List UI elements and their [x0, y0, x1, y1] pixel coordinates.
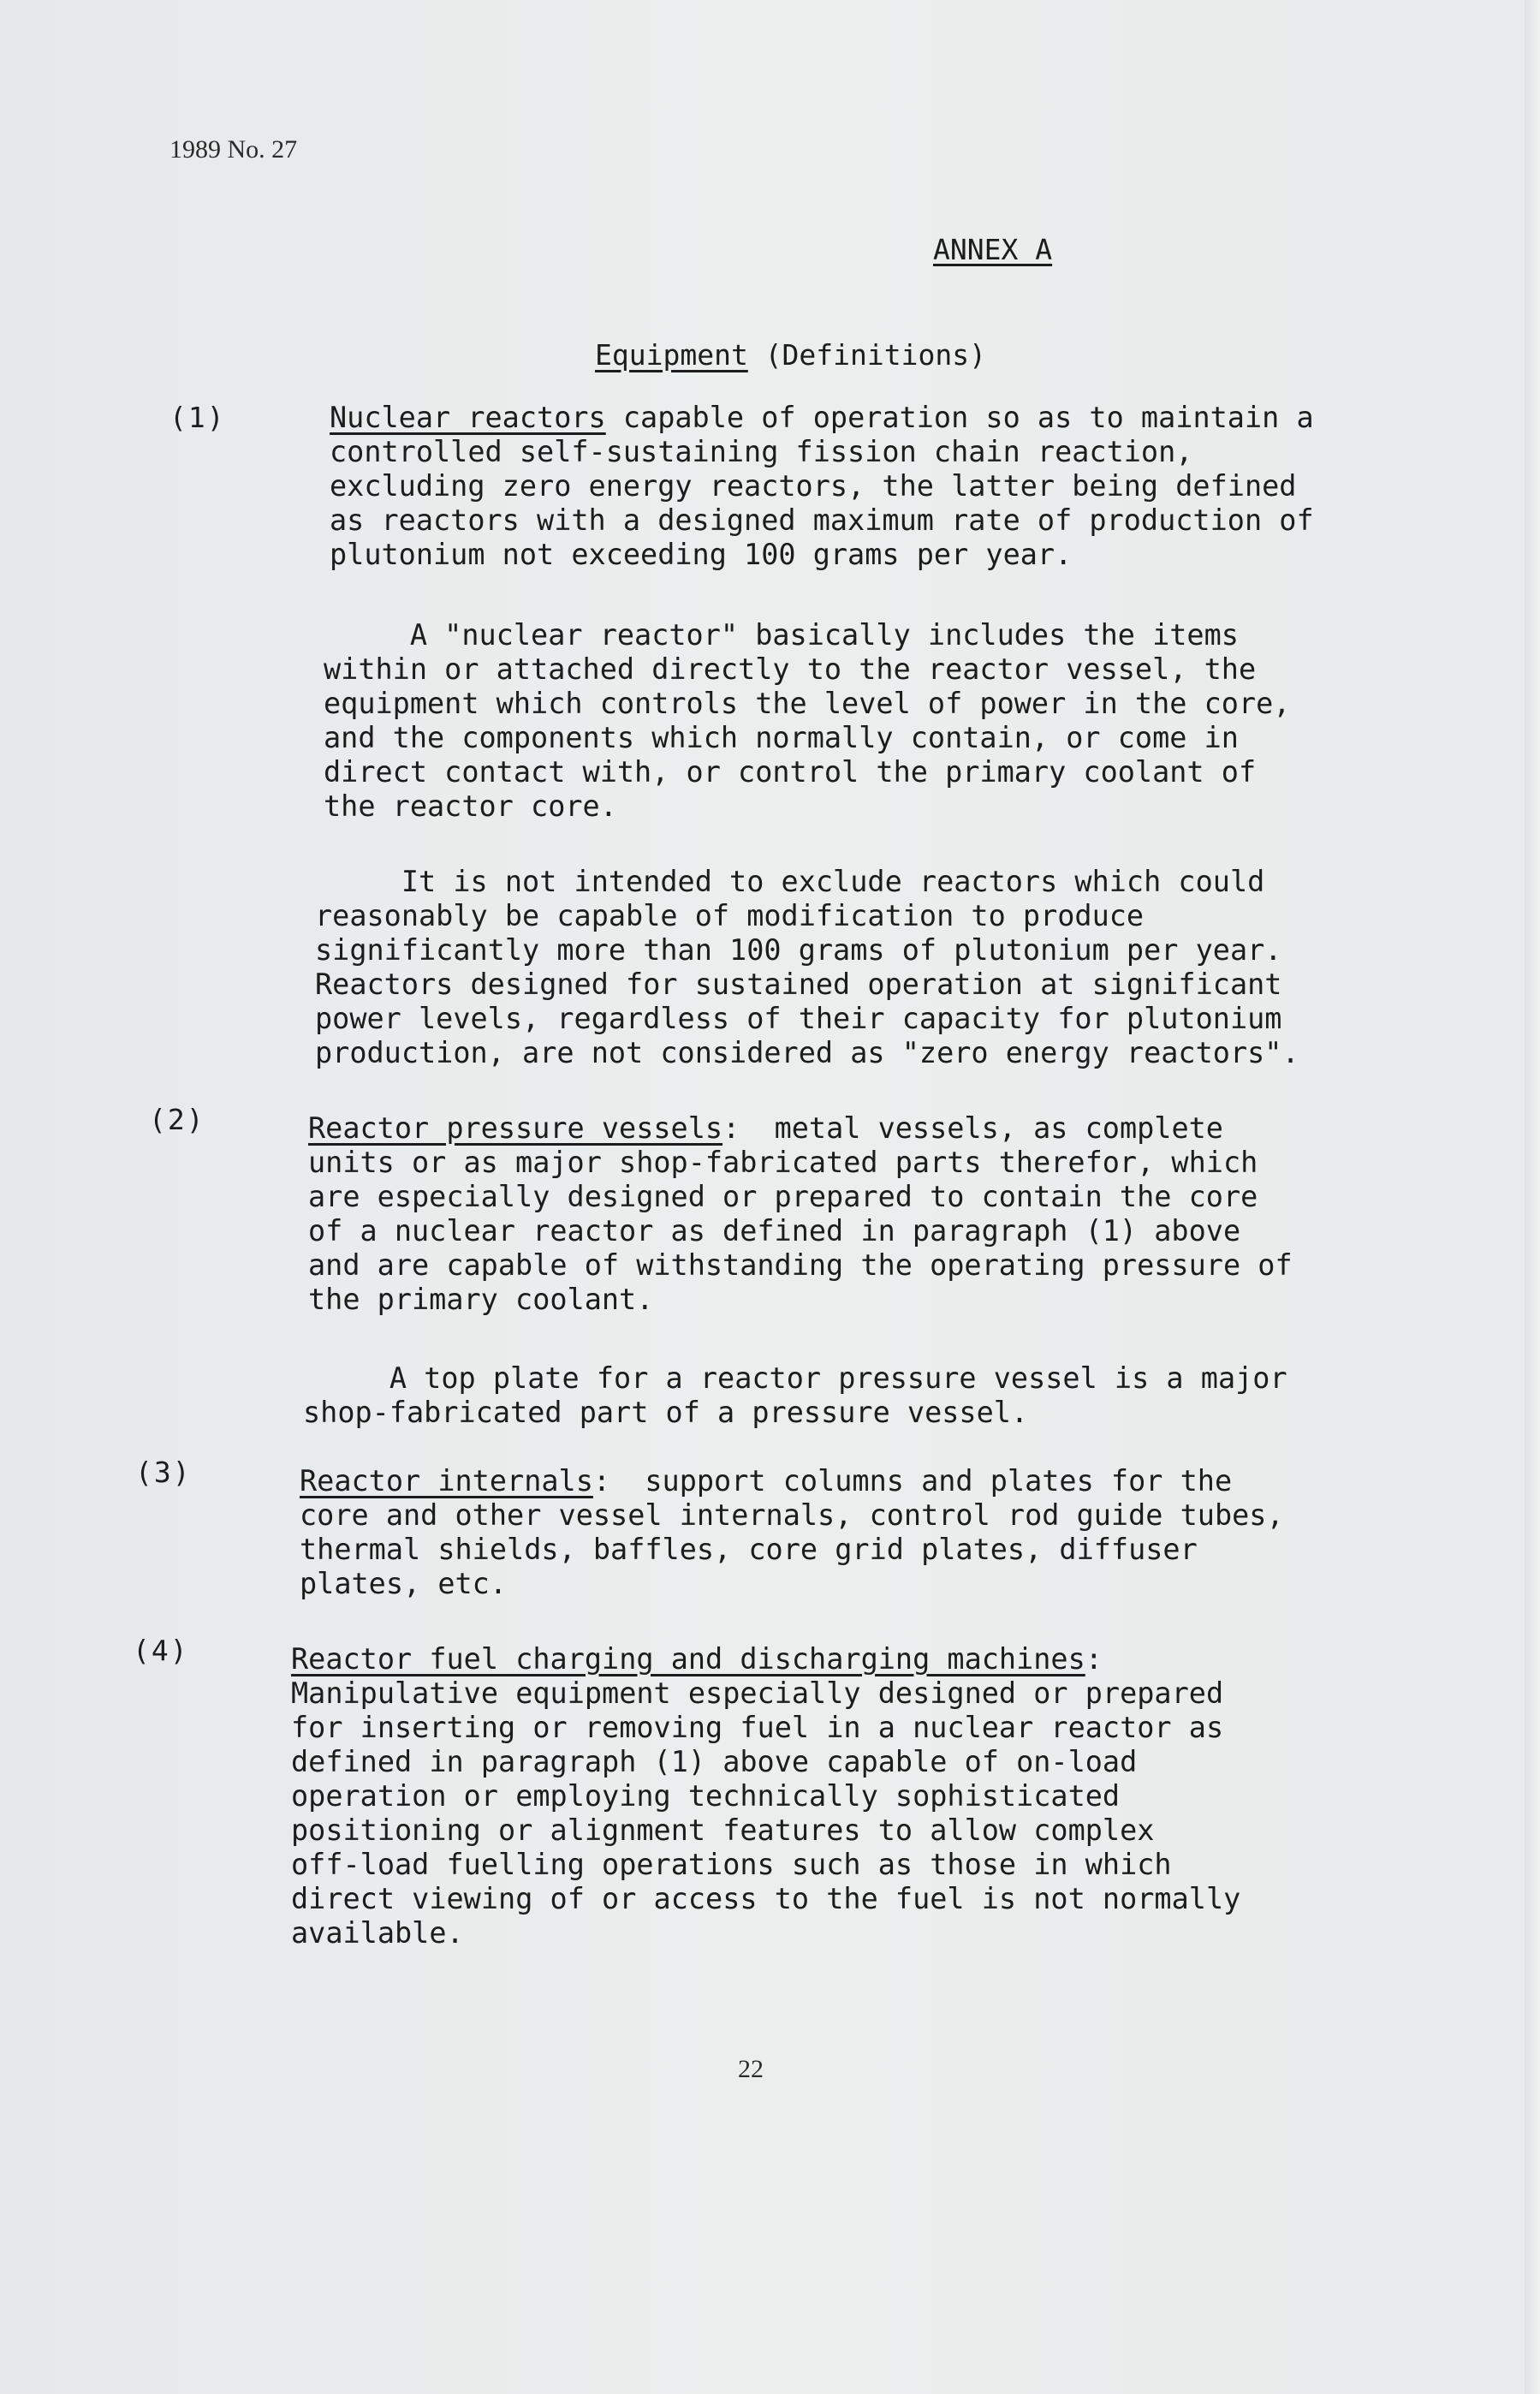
- item-2-heading: Reactor pressure vessels: [308, 1111, 723, 1145]
- item-4-paragraph-1-text: : Manipulative equipment especially designed or prepared for inserting or removing fuel in a nuclear reactor as defined in paragraph (1) above capable of on-load operation or employing technically sophisticated positioning or alignment features to allow complex off-load fuelling operations such as those in which direct viewing of or access to the fuel is not normally available.: [291, 1642, 1241, 1950]
- item-1-heading: Nuclear reactors: [330, 401, 606, 434]
- item-2-paragraph-1: [308, 1111, 1293, 1317]
- item-4-paragraph-1: [291, 1642, 1240, 1950]
- annex-title: ANNEX A: [933, 233, 1053, 266]
- item-4-heading: Reactor fuel charging and discharging machines: [291, 1642, 1085, 1676]
- item-4-number: (4): [133, 1634, 189, 1667]
- section-title: [595, 338, 986, 372]
- item-3-paragraph-1-text: : support columns and plates for the core and other vessel internals, control rod guide tubes, thermal shields, baffles, core grid plates, diffuser plates, etc.: [300, 1464, 1284, 1600]
- page-edge: [1525, 0, 1540, 2394]
- item-3-paragraph-1: [300, 1464, 1284, 1601]
- item-3-heading: Reactor internals: [300, 1464, 593, 1498]
- item-1-paragraph-1-text: capable of operation so as to maintain a controlled self-sustaining fission chain reaction, excluding zero energy reactors, the latter being defined as reactors with a designed maximum rate of production of plutonium not exceeding 100 grams per year.: [330, 401, 1314, 571]
- item-1-number: (1): [169, 401, 226, 434]
- section-title-underlined: Equipment: [595, 338, 748, 372]
- item-3-number: (3): [135, 1456, 192, 1489]
- item-1-paragraph-3: It is not intended to exclude reactors which could reasonably be capable of modification to produce significantly more than 100 grams of plutonium per year. Reactors designed for sustained operation at significant power levels, regardless of their capacity for plutonium production, are not considered as "zero energy reactors".: [315, 865, 1299, 1069]
- item-2-number: (2): [149, 1103, 205, 1136]
- item-1-paragraph-1: [330, 401, 1314, 572]
- section-title-rest: (Definitions): [747, 338, 986, 372]
- page-number: 22: [738, 2055, 764, 2083]
- item-2-paragraph-1-text: : metal vessels, as complete units or as major shop-fabricated parts therefor, which are especially designed or prepared to contain the core of a nuclear reactor as defined in paragraph (1) above and are capable of withstanding the operating pressure of the primary coolant.: [308, 1111, 1293, 1316]
- item-1-paragraph-2: A "nuclear reactor" basically includes the items within or attached directly to the reactor vessel, the equipment which controls the level of power in the core, and the components which normally contain, or come in direct contact with, or control the primary coolant of the reactor core.: [324, 618, 1291, 823]
- item-2-paragraph-2: A top plate for a reactor pressure vessel is a major shop-fabricated part of a pressure vessel.: [303, 1361, 1287, 1429]
- page-header: 1989 No. 27: [169, 135, 298, 164]
